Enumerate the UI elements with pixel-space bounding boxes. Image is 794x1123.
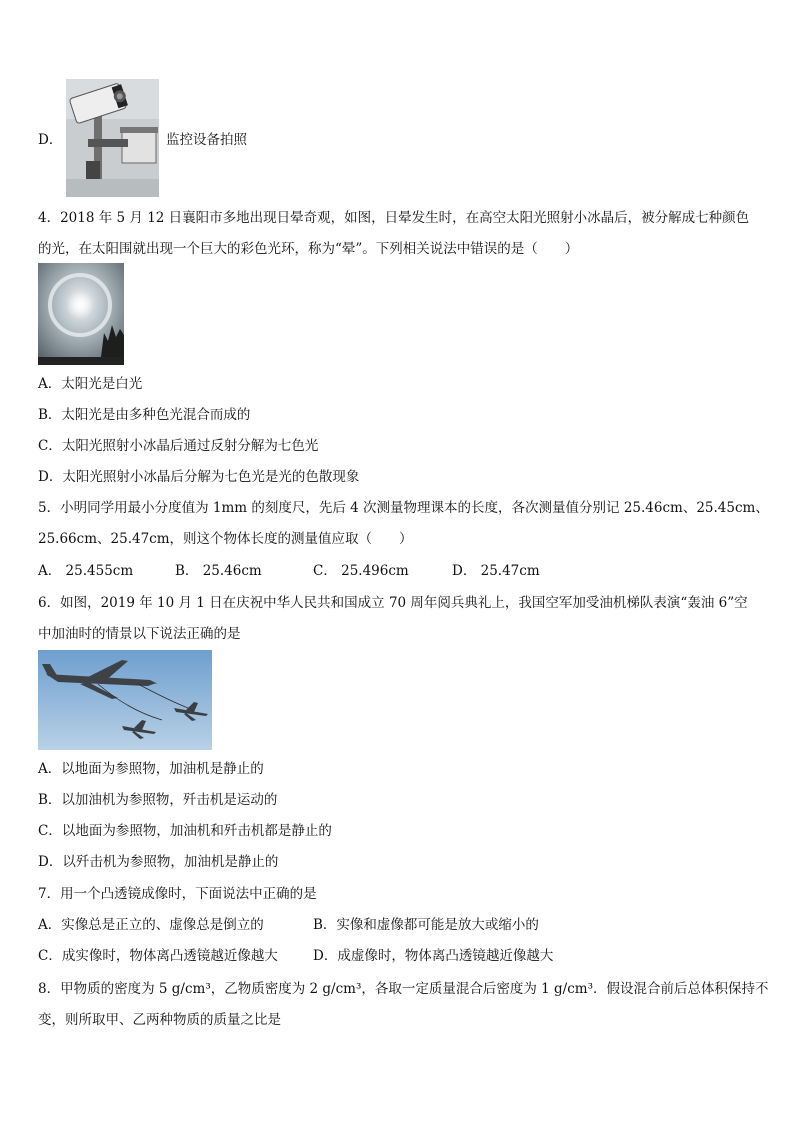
q4-stem-line2: 的光，在太阳围就出现一个巨大的彩色光环，称为“晕”。下列相关说法中错误的是（ ） — [38, 241, 579, 257]
q7-option-a: A．实像总是正立的、虚像总是倒立的 — [38, 917, 264, 933]
q5-option-b: B． 25.46cm — [175, 563, 262, 579]
q7-option-c: C．成实像时，物体离凸透镜越近像越大 — [38, 948, 278, 964]
q5-stem-line1: 5．小明同学用最小分度值为 1mm 的刻度尺，先后 4 次测量物理课本的长度，各次测量值分别记 25.46cm、25.45cm、 — [38, 500, 769, 516]
q7-option-d: D．成虚像时，物体离凸透镜越近像越大 — [313, 948, 554, 964]
q3-option-d-text: 监控设备拍照 — [166, 132, 247, 148]
surveillance-camera-image — [66, 79, 159, 197]
q3-option-d-label: D． — [38, 132, 63, 148]
q7-option-b: B．实像和虚像都可能是放大或缩小的 — [313, 917, 539, 933]
q6-option-c: C．以地面为参照物，加油机和歼击机都是静止的 — [38, 823, 332, 839]
q6-option-d: D．以歼击机为参照物，加油机是静止的 — [38, 854, 279, 870]
q4-stem-line1: 4．2018 年 5 月 12 日襄阳市多地出现日晕奇观，如图，日晕发生时，在高空太阳光照射小冰晶后，被分解成七种颜色 — [38, 210, 750, 226]
q8-stem-line1: 8．甲物质的密度为 5 g/cm³，乙物质密度为 2 g/cm³，各取一定质量混合后密度为 1 g/cm³．假设混合前后总体积保持不 — [38, 981, 769, 997]
q6-option-a: A．以地面为参照物，加油机是静止的 — [38, 761, 264, 777]
q5-option-d: D． 25.47cm — [452, 563, 540, 579]
q5-option-a: A． 25.455cm — [38, 563, 134, 579]
solar-halo-image — [38, 263, 124, 365]
q6-stem-line1: 6．如图，2019 年 10 月 1 日在庆祝中华人民共和国成立 70 周年阅兵典礼上，我国空军加受油机梯队表演“轰油 6”空 — [38, 595, 748, 611]
q7-stem: 7．用一个凸透镜成像时，下面说法中正确的是 — [38, 886, 317, 902]
q5-stem-line2: 25.66cm、25.47cm，则这个物体长度的测量值应取（ ） — [38, 531, 413, 547]
q4-option-d: D．太阳光照射小冰晶后分解为七色光是光的色散现象 — [38, 469, 360, 485]
q6-option-b: B．以加油机为参照物，歼击机是运动的 — [38, 792, 278, 808]
q4-option-a: A．太阳光是白光 — [38, 376, 143, 392]
q6-stem-line2: 中加油时的情景以下说法正确的是 — [38, 626, 241, 642]
q4-option-b: B．太阳光是由多种色光混合而成的 — [38, 407, 251, 423]
q4-option-c: C．太阳光照射小冰晶后通过反射分解为七色光 — [38, 438, 319, 454]
aerial-refueling-image — [38, 650, 212, 750]
q5-option-c: C． 25.496cm — [313, 563, 409, 579]
q8-stem-line2: 变，则所取甲、乙两种物质的质量之比是 — [38, 1012, 281, 1028]
